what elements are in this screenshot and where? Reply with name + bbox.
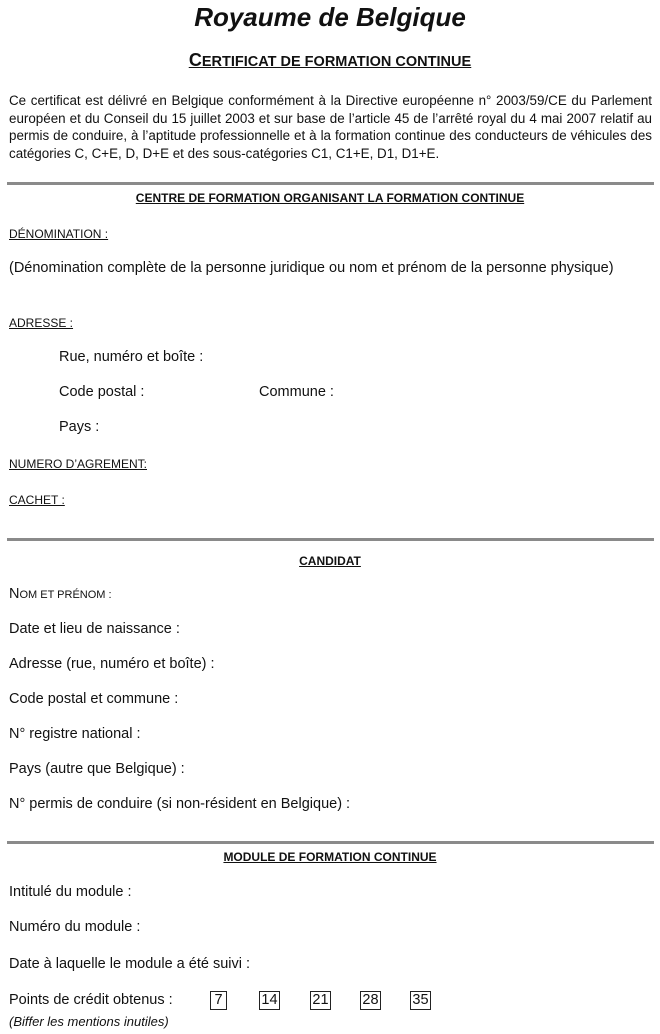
divider	[7, 182, 654, 185]
points-label: Points de crédit obtenus :	[9, 992, 173, 1008]
nom-prenom-field[interactable]	[9, 585, 112, 605]
strike-note: (Biffer les mentions inutiles)	[9, 1014, 169, 1029]
candidat-code-postal-field[interactable]: Code postal et commune :	[9, 691, 179, 707]
candidat-heading: CANDIDAT	[299, 554, 361, 568]
agrement-field[interactable]: NUMERO D’AGREMENT:	[9, 457, 148, 471]
certificate-title	[0, 48, 660, 74]
divider	[7, 538, 654, 541]
module-heading: MODULE DE FORMATION CONTINUE	[223, 850, 437, 864]
permis-field[interactable]: N° permis de conduire (si non-résident en Belgique) :	[9, 796, 351, 812]
points-option-28[interactable]: 28	[360, 991, 381, 1010]
pays-field[interactable]: Pays :	[59, 419, 100, 435]
naissance-field[interactable]: Date et lieu de naissance :	[9, 621, 180, 637]
centre-heading: CENTRE DE FORMATION ORGANISANT LA FORMATION CONTINUE	[135, 191, 525, 205]
candidat-pays-field[interactable]: Pays (autre que Belgique) :	[9, 761, 185, 777]
nom-initial: N	[9, 586, 20, 602]
rue-field[interactable]: Rue, numéro et boîte :	[59, 349, 204, 365]
points-option-35[interactable]: 35	[410, 991, 431, 1010]
country-title: Royaume de Belgique	[194, 2, 466, 32]
adresse-label: ADRESSE :	[9, 316, 74, 330]
registre-national-field[interactable]: N° registre national :	[9, 726, 141, 742]
intro-paragraph: Ce certificat est délivré en Belgique conformément à la Directive européenne n° 2003/59/CE du Parlement européen et du Conseil du 15 juillet 2003 et sur base de l’article 45 de l’arrêté royal du 4 mai 2007 relatif au permis de conduire, à l’aptitude professionnelle et à la formation continue des conducteurs de véhicules des catégories C, C+E, D, D+E et des sous-catégories C1, C1+E, D1, D1+E.	[9, 93, 652, 161]
commune-field[interactable]: Commune :	[259, 384, 334, 400]
cachet-field[interactable]: CACHET :	[9, 493, 65, 507]
date-module-field[interactable]: Date à laquelle le module a été suivi :	[9, 956, 251, 972]
code-postal-field[interactable]: Code postal :	[59, 384, 145, 400]
certificate-title-initial: C	[188, 50, 202, 70]
points-option-21[interactable]: 21	[310, 991, 331, 1010]
certificate-title-rest: ERTIFICAT DE FORMATION CONTINUE	[201, 54, 472, 70]
candidat-adresse-field[interactable]: Adresse (rue, numéro et boîte) :	[9, 656, 215, 672]
points-option-7[interactable]: 7	[210, 991, 227, 1010]
nom-rest: OM ET PRÉNOM :	[19, 589, 112, 601]
intitule-field[interactable]: Intitulé du module :	[9, 884, 132, 900]
denomination-label: DÉNOMINATION :	[9, 227, 109, 241]
denomination-hint: (Dénomination complète de la personne juridique ou nom et prénom de la personne physique)	[9, 260, 614, 276]
numero-module-field[interactable]: Numéro du module :	[9, 919, 141, 935]
points-option-14[interactable]: 14	[259, 991, 280, 1010]
divider	[7, 841, 654, 844]
